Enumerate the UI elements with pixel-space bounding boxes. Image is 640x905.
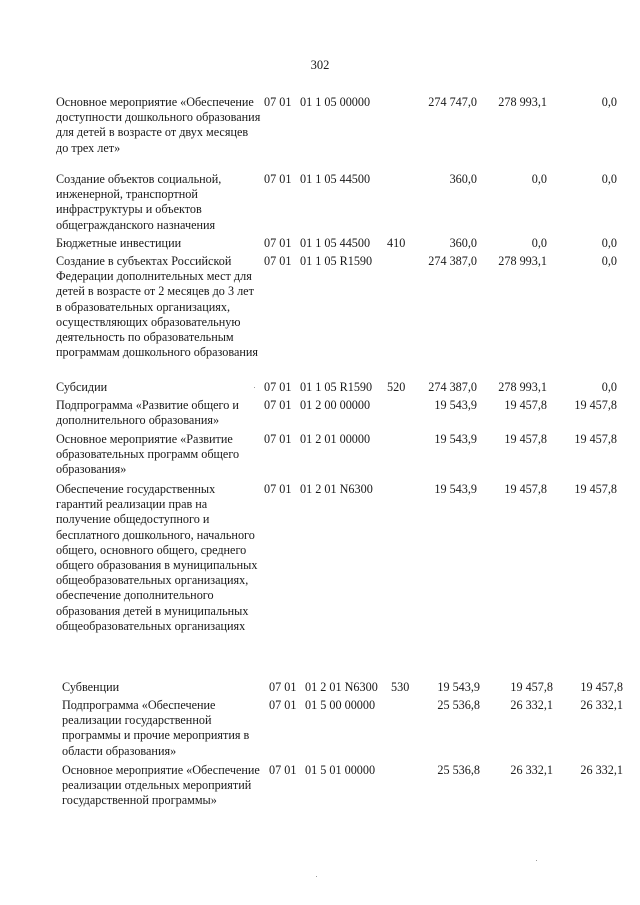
- row-description: Основное мероприятие «Обеспечение реализации отдельных мероприятий государственной программы»: [62, 763, 260, 808]
- row-section-code: 07 01: [269, 763, 297, 777]
- row-section-code: 07 01: [264, 254, 292, 268]
- row-section-code: 07 01: [264, 236, 292, 250]
- row-description: Подпрограмма «Развитие общего и дополнительного образования»: [56, 398, 239, 428]
- row-target-article-code: 01 1 05 R1590: [300, 254, 373, 268]
- row-target-article-code: 01 2 00 00000: [300, 398, 371, 412]
- row-amount-year-1: 25 536,8: [437, 763, 480, 777]
- row-amount-year-1: 19 543,9: [434, 432, 477, 446]
- row-amount-year-1: 19 543,9: [434, 482, 477, 496]
- scan-speck: [536, 860, 537, 861]
- row-description: Субвенции: [62, 680, 120, 694]
- row-description: Создание в субъектах Российской Федерации дополнительных мест для детей в возрасте от 2 месяцев до 3 лет в образовательных организациях, осуществляющих образовательную деятельность по образовательным программам дошкольного образования: [56, 254, 259, 360]
- row-amount-year-1: 19 543,9: [434, 398, 477, 412]
- row-section-code: 07 01: [264, 398, 292, 412]
- row-description: Подпрограмма «Обеспечение реализации государственной программы и прочие мероприятия в области образования»: [62, 698, 250, 758]
- row-description: Основное мероприятие «Развитие образовательных программ общего образования»: [56, 432, 240, 477]
- row-amount-year-2: 19 457,8: [504, 482, 547, 496]
- row-amount-year-1: 25 536,8: [437, 698, 480, 712]
- row-amount-year-1: 274 747,0: [428, 95, 477, 109]
- row-amount-year-3: 19 457,8: [574, 432, 617, 446]
- row-amount-year-1: 274 387,0: [428, 254, 477, 268]
- row-amount-year-3: 19 457,8: [580, 680, 623, 694]
- row-amount-year-3: 26 332,1: [580, 763, 623, 777]
- row-target-article-code: 01 5 01 00000: [305, 763, 376, 777]
- row-section-code: 07 01: [264, 482, 292, 496]
- row-description: Обеспечение государственных гарантий реализации прав на получение общедоступного и бесплатного дошкольного, начального общего, основного общего, среднего общего образования в муниципальных общеобразовательных организациях, обеспечение дополнительного образования детей в муниципальных общеобразовательных организациях: [56, 482, 258, 633]
- row-amount-year-2: 0,0: [531, 172, 547, 186]
- row-description: Основное мероприятие «Обеспечение доступности дошкольного образования для детей в возрасте от двух месяцев до трех лет»: [56, 95, 261, 155]
- row-target-article-code: 01 1 05 R1590: [300, 380, 373, 394]
- row-amount-year-1: 19 543,9: [437, 680, 480, 694]
- row-amount-year-3: 0,0: [601, 380, 617, 394]
- row-amount-year-1: 360,0: [449, 172, 477, 186]
- row-description: Создание объектов социальной, инженерной, транспортной инфраструктуры и объектов общегражданского назначения: [56, 172, 222, 232]
- row-amount-year-2: 19 457,8: [510, 680, 553, 694]
- row-target-article-code: 01 2 01 N6300: [300, 482, 373, 496]
- row-amount-year-3: 19 457,8: [574, 398, 617, 412]
- row-amount-year-3: 0,0: [601, 254, 617, 268]
- row-amount-year-3: 0,0: [601, 172, 617, 186]
- row-section-code: 07 01: [264, 172, 292, 186]
- row-amount-year-1: 360,0: [449, 236, 477, 250]
- row-target-article-code: 01 1 05 00000: [300, 95, 371, 109]
- row-target-article-code: 01 1 05 44500: [300, 172, 371, 186]
- row-amount-year-2: 26 332,1: [510, 763, 553, 777]
- row-expense-type-code: 520: [387, 380, 406, 394]
- row-amount-year-3: 0,0: [601, 236, 617, 250]
- row-section-code: 07 01: [264, 432, 292, 446]
- row-section-code: 07 01: [264, 95, 292, 109]
- row-amount-year-2: 26 332,1: [510, 698, 553, 712]
- row-description: Бюджетные инвестиции: [56, 236, 182, 250]
- row-target-article-code: 01 2 01 00000: [300, 432, 371, 446]
- row-section-code: 07 01: [269, 680, 297, 694]
- row-amount-year-2: 19 457,8: [504, 398, 547, 412]
- row-amount-year-3: 0,0: [601, 95, 617, 109]
- row-amount-year-3: 19 457,8: [574, 482, 617, 496]
- row-section-code: 07 01: [269, 698, 297, 712]
- row-amount-year-2: 19 457,8: [504, 432, 547, 446]
- row-expense-type-code: 530: [391, 680, 410, 694]
- row-amount-year-2: 278 993,1: [498, 95, 547, 109]
- row-target-article-code: 01 2 01 N6300: [305, 680, 378, 694]
- row-expense-type-code: 410: [387, 236, 406, 250]
- row-target-article-code: 01 1 05 44500: [300, 236, 371, 250]
- row-amount-year-2: 278 993,1: [498, 380, 547, 394]
- row-amount-year-1: 274 387,0: [428, 380, 477, 394]
- row-amount-year-2: 278 993,1: [498, 254, 547, 268]
- scan-speck: [316, 876, 317, 877]
- row-amount-year-2: 0,0: [531, 236, 547, 250]
- page-number: 302: [310, 58, 330, 72]
- row-section-code: 07 01: [264, 380, 292, 394]
- row-target-article-code: 01 5 00 00000: [305, 698, 376, 712]
- row-description: Субсидии: [56, 380, 108, 394]
- scan-speck: [254, 387, 255, 388]
- row-amount-year-3: 26 332,1: [580, 698, 623, 712]
